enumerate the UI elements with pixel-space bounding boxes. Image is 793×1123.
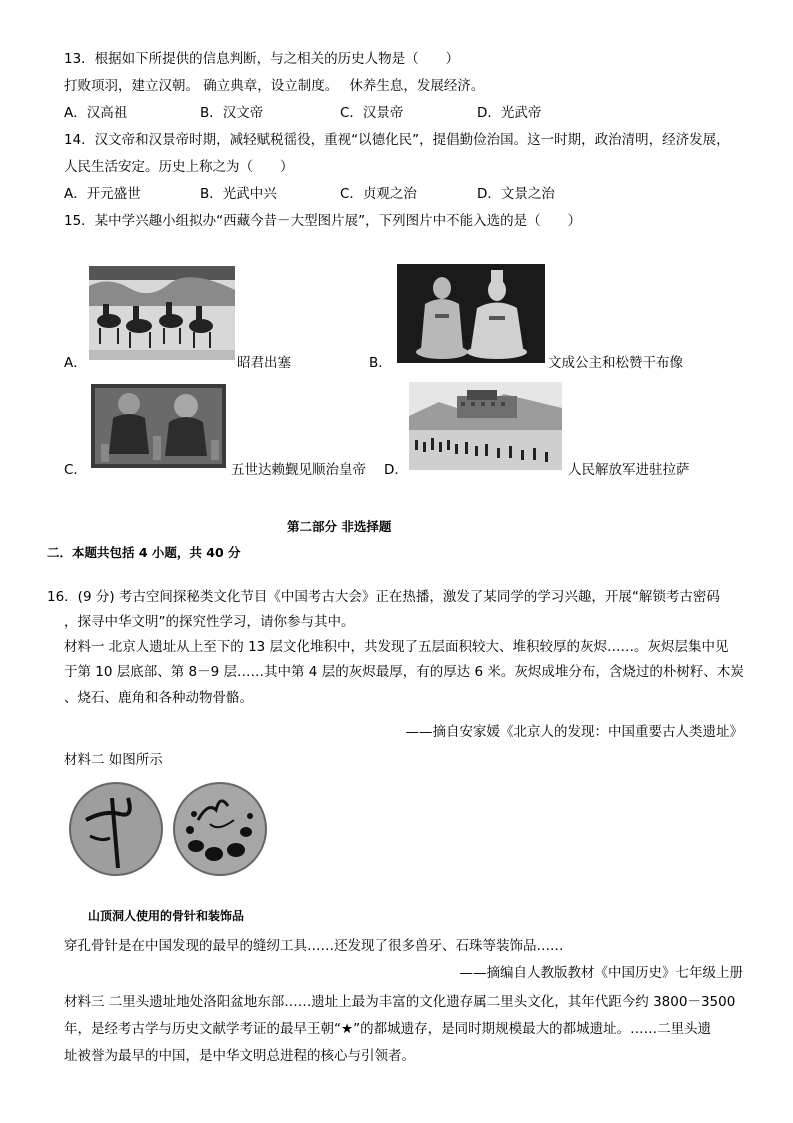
q16-material2-title: 材料二 如图所示 [64,752,163,768]
q13-info: 打败项羽，建立汉朝。 确立典章，设立制度。 休养生息，发展经济。 [64,78,485,94]
q16-material1-line1: 材料一 北京人遗址从上至下的 13 层文化堆积中，共发现了五层面积较大、堆积较厚的灰烬……。灰烬层集中见 [64,639,729,655]
q13-option-a: A．汉高祖 [64,105,128,121]
part2-title: 第二部分 非选择题 [287,519,392,534]
q13-option-c: C．汉景帝 [340,105,404,121]
q13-stem: 13．根据如下所提供的信息判断，与之相关的历史人物是（ ） [64,51,460,67]
figure-caption: 山顶洞人使用的骨针和装饰品 [88,909,245,923]
q13-option-d: D．光武帝 [477,105,542,121]
q14-option-b: B．光武中兴 [200,186,277,202]
statue-wencheng-songtsen [397,264,545,363]
q14-stem-line2: 人民生活安定。历史上称之为（ ） [64,159,294,175]
q16-line1: 16．(9 分) 考古空间探秘类文化节目《中国考古大会》正在热播，激发了某同学的学习兴趣，开展“解锁考古密码 [47,589,720,605]
q16-material2-source: ——摘编自人教版教材《中国历史》七年级上册 [459,965,743,981]
q15-option-c-caption: 五世达赖觐见顺治皇帝 [231,462,366,478]
photo-pla-lhasa [409,382,562,470]
q16-material1-source: ——摘自安家媛《北京人的发现：中国重要古人类遗址》 [405,724,743,740]
part2-section: 二．本题共包括 4 小题，共 40 分 [47,545,241,560]
q14-option-d: D．文景之治 [477,186,555,202]
q16-material3-line3: 址被誉为最早的中国，是中华文明总进程的核心与引领者。 [64,1048,415,1064]
q13-option-b: B．汉文帝 [200,105,264,121]
q15-option-b-caption: 文成公主和松赞干布像 [548,355,683,371]
q16-material3-line1: 材料三 二里头遗址地处洛阳盆地东部……遗址上最为丰富的文化遗存属二里头文化，其年代距今约 3800－3500 [64,994,736,1010]
q15-option-b-letter: B． [369,355,392,371]
painting-zhaojun [89,266,235,360]
q15-option-d-letter: D． [384,462,408,478]
figure-bone-needle-ornaments [68,780,268,878]
q15-option-d-caption: 人民解放军进驻拉萨 [568,462,690,478]
painting-dalai-shunzhi [91,384,226,468]
q14-option-a: A．开元盛世 [64,186,141,202]
q14-stem-line1: 14．汉文帝和汉景帝时期，减轻赋税徭役，重视“以德化民”，提倡勤俭治国。这一时期，政治清明，经济发展， [64,132,730,148]
q16-material1-line3: 、烧石、鹿角和各种动物骨骼。 [64,690,253,706]
q15-option-a-caption: 昭君出塞 [237,355,291,371]
q16-material3-line2: 年，是经考古学与历史文献学考证的最早王朝“★”的都城遗存，是同时期规模最大的都城遗址。……二里头遗 [64,1021,712,1037]
q14-option-c: C．贞观之治 [340,186,417,202]
q15-stem: 15．某中学兴趣小组拟办“西藏今昔－大型图片展”，下列图片中不能入选的是（ ） [64,213,582,229]
q15-option-c-letter: C． [64,462,87,478]
q15-option-a-letter: A． [64,355,87,371]
q16-material1-line2: 于第 10 层底部、第 8－9 层……其中第 4 层的灰烬最厚，有的厚达 6 米。灰烬成堆分布，含烧过的朴树籽、木炭 [64,664,744,680]
q16-material2-text: 穿孔骨针是在中国发现的最早的缝纫工具……还发现了很多兽牙、石珠等装饰品…… [64,938,564,954]
q16-line2: ，探寻中华文明”的探究性学习，请你参与其中。 [64,614,355,630]
